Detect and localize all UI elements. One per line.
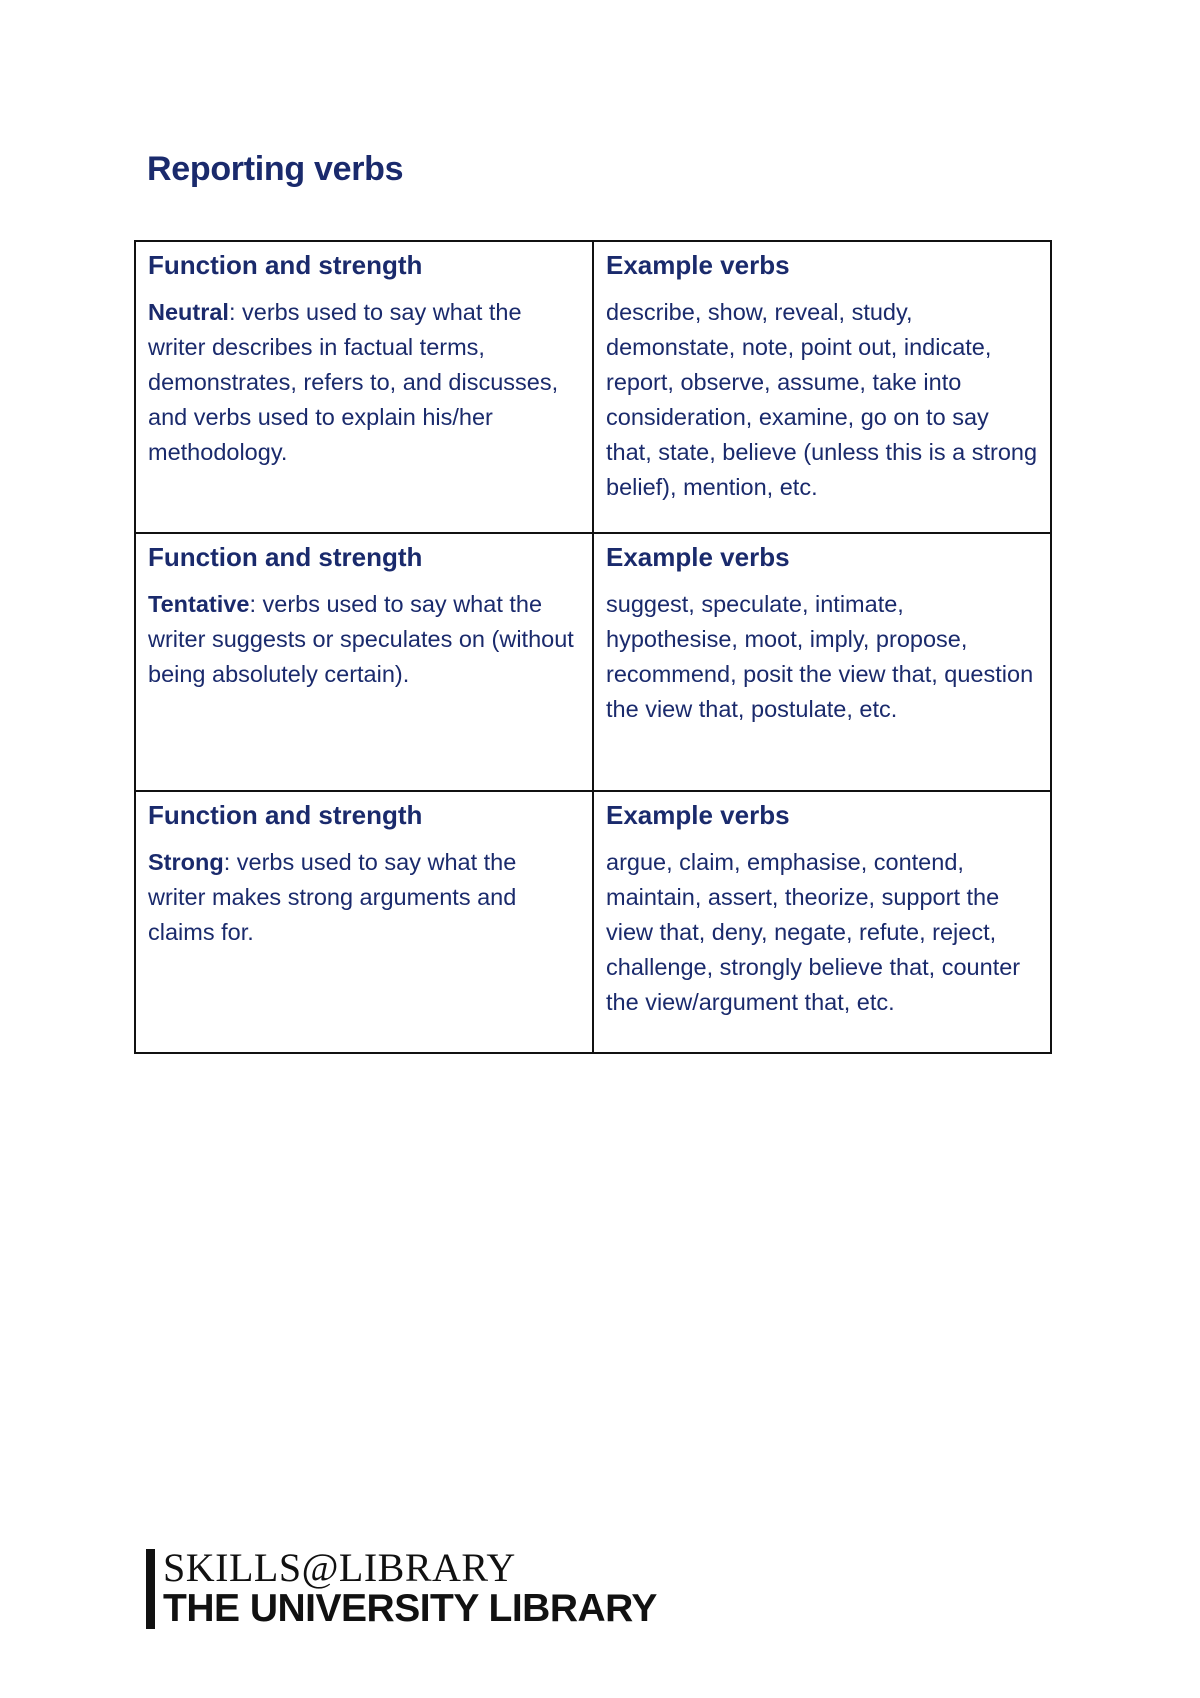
function-description	[148, 587, 580, 692]
strength-term: Strong	[148, 849, 224, 876]
table-row-tentative	[135, 533, 1051, 791]
examples-cell	[593, 533, 1051, 791]
examples-heading: Example verbs	[606, 800, 790, 830]
function-cell	[135, 533, 593, 791]
function-heading: Function and strength	[148, 542, 423, 572]
page-title: Reporting verbs	[147, 150, 404, 188]
examples-cell	[593, 241, 1051, 533]
function-heading: Function and strength	[148, 800, 423, 830]
function-description	[148, 845, 580, 950]
strength-term: Neutral	[148, 299, 229, 326]
function-heading: Function and strength	[148, 250, 423, 280]
table-row-strong	[135, 791, 1051, 1053]
reporting-verbs-table	[134, 240, 1052, 1054]
function-description	[148, 295, 580, 470]
logo-line-library: THE UNIVERSITY LIBRARY	[163, 1587, 657, 1630]
university-library-logo	[146, 1545, 657, 1630]
function-cell	[135, 241, 593, 533]
example-verbs-text: describe, show, reveal, study, demonstate, note, point out, indicate, report, observe, assume, take into consideration, examine, go on to say that, state, believe (unless this is a strong belief), mention, etc.	[606, 299, 1038, 501]
logo-text	[163, 1545, 657, 1630]
description-text: : verbs used to say what the writer suggests or speculates on (without being absolutely certain).	[148, 591, 574, 688]
description-text: : verbs used to say what the writer makes strong arguments and claims for.	[148, 849, 517, 946]
examples-heading: Example verbs	[606, 250, 790, 280]
logo-line-skills: SKILLS@LIBRARY	[163, 1545, 516, 1590]
function-cell	[135, 791, 593, 1053]
logo-bar	[146, 1549, 155, 1629]
example-verbs-text: argue, claim, emphasise, contend, maintain, assert, theorize, support the view that, deny, negate, refute, reject, challenge, strongly believe that, counter the view/argument that, etc.	[606, 849, 1021, 1016]
strength-term: Tentative	[148, 591, 250, 618]
examples-heading: Example verbs	[606, 542, 790, 572]
example-verbs-text: suggest, speculate, intimate, hypothesise, moot, imply, propose, recommend, posit the view that, question the view that, postulate, etc.	[606, 591, 1034, 723]
description-text: : verbs used to say what the writer describes in factual terms, demonstrates, refers to, and discusses, and verbs used to explain his/her methodology.	[148, 299, 559, 466]
table-row-neutral	[135, 241, 1051, 533]
examples-cell	[593, 791, 1051, 1053]
